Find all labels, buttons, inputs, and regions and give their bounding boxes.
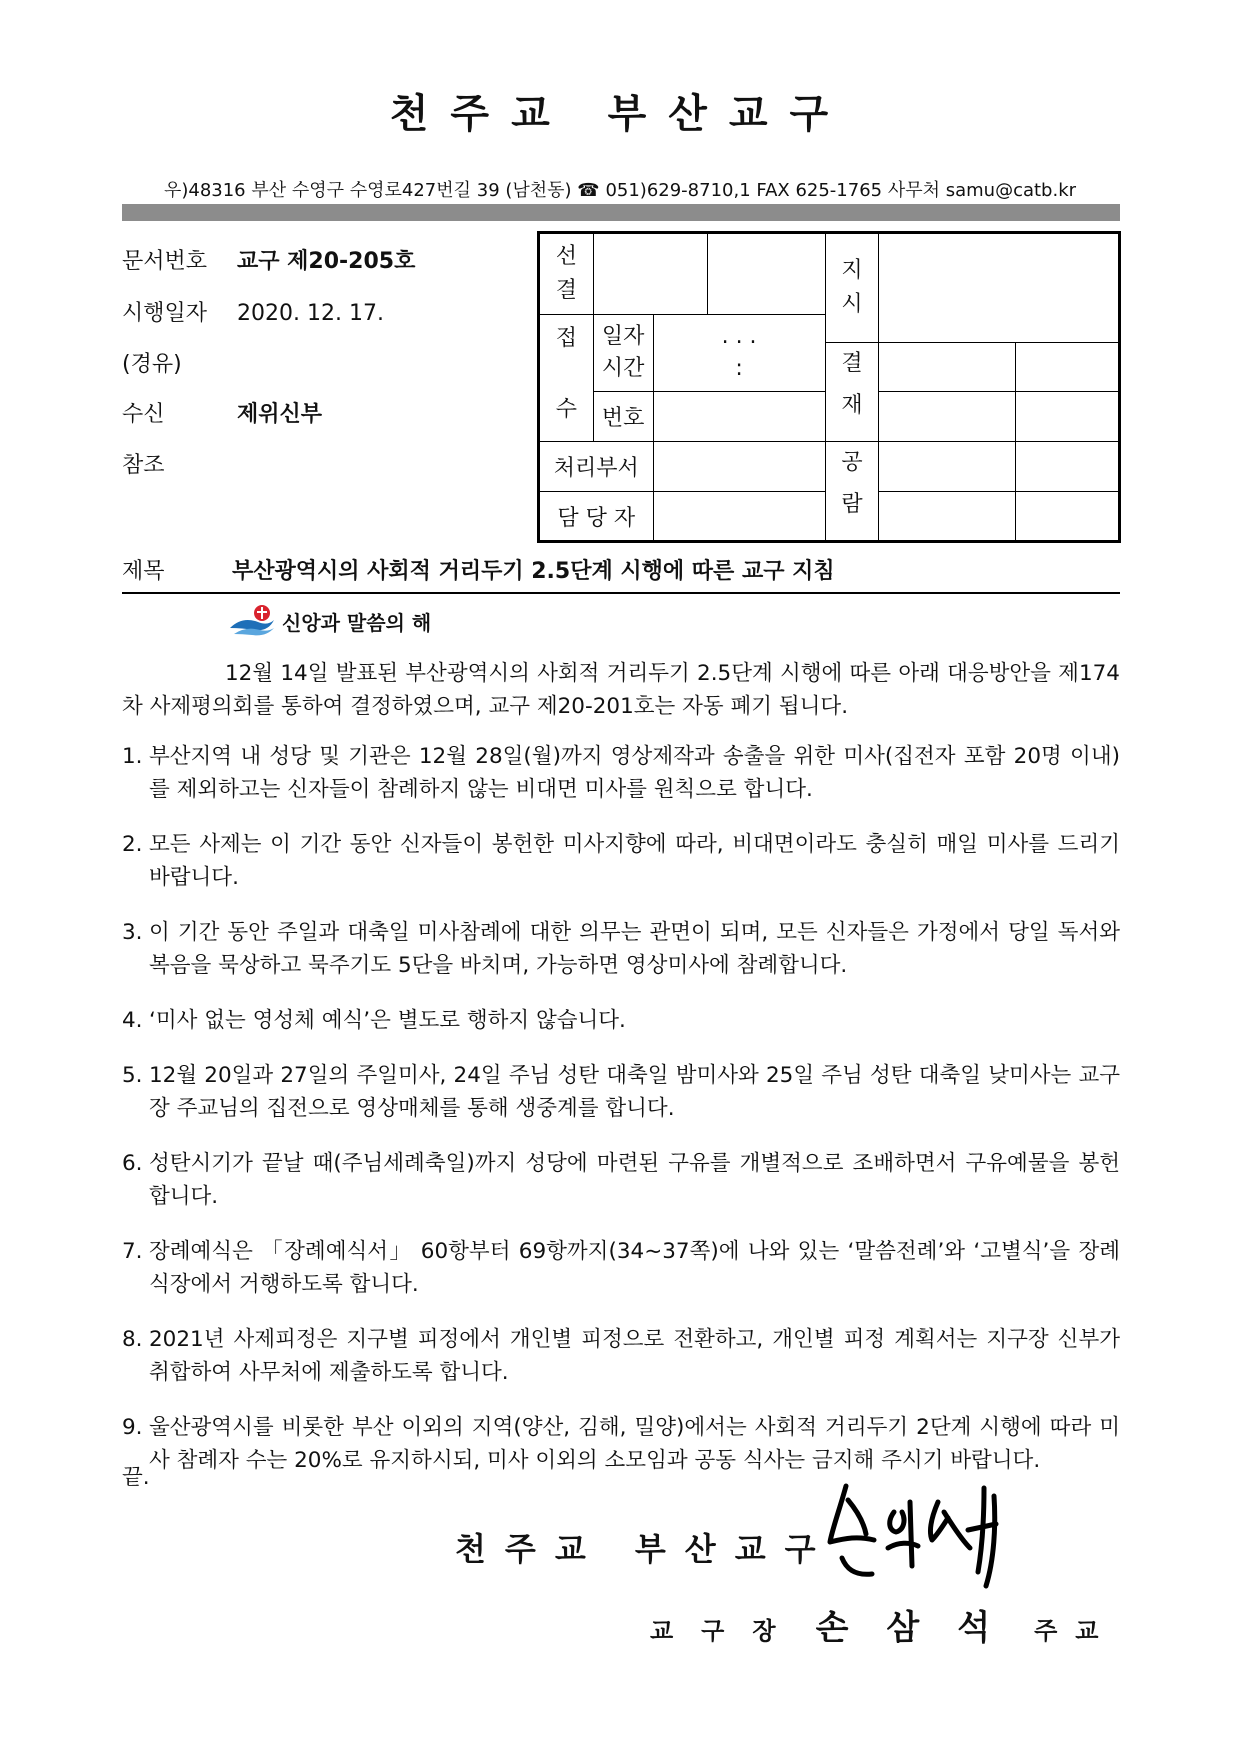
approval-cell-1 xyxy=(593,233,707,315)
ram-char: 람 xyxy=(841,492,863,518)
via-label: (경유) xyxy=(122,352,182,377)
approval-gyeoljae-label xyxy=(825,343,879,442)
recipient-label: 수신 xyxy=(122,402,165,427)
date-dots: . . . xyxy=(721,324,757,350)
reference-row xyxy=(122,448,230,479)
datetime-label xyxy=(593,315,653,392)
si-char: 시 xyxy=(841,292,863,317)
date-row xyxy=(122,296,384,327)
org-title: 천주교 부산교구 xyxy=(389,91,851,137)
number-value xyxy=(653,392,825,442)
guideline-item xyxy=(122,1323,1120,1389)
guideline-number: 8. xyxy=(122,1327,143,1352)
guideline-item xyxy=(122,1235,1120,1301)
gyeol-char: 결 xyxy=(555,278,578,303)
approval-seongyeol xyxy=(539,233,594,315)
issuer-name: 천주교 부산교구 xyxy=(455,1530,835,1568)
guideline-number: 2. xyxy=(122,832,143,857)
dept-label: 처리부서 xyxy=(539,442,654,492)
motto-banner xyxy=(228,603,431,639)
instruction-cell xyxy=(879,233,1120,343)
instruction-label xyxy=(825,233,879,343)
motto-text: 신앙과 말씀의 해 xyxy=(282,610,432,635)
signature-image xyxy=(818,1468,1018,1598)
circulation-cell-2 xyxy=(1015,442,1119,492)
guideline-text: 울산광역시를 비롯한 부산 이외의 지역(양산, 김해, 밀양)에서는 사회적 거리두기 2단계 시행에 따라 미사 참례자 수는 20%로 유지하시되, 미사 이외의 소모임과 공동 식사는 금지해 주시기 바랍니다. xyxy=(149,1415,1120,1473)
end-mark: 끝. xyxy=(122,1465,150,1490)
guideline-text: 2021년 사제피정은 지구별 피정에서 개인별 피정으로 전환하고, 개인별 피정 계획서는 지구장 신부가 취합하여 사무처에 제출하도록 합니다. xyxy=(149,1327,1120,1385)
manager-label: 담 당 자 xyxy=(539,492,654,542)
guideline-list xyxy=(122,740,1120,1499)
gyeoljae-cell-4 xyxy=(1015,392,1119,442)
guideline-number: 3. xyxy=(122,920,143,945)
circulation-label xyxy=(825,442,879,542)
guideline-text: 성탄시기가 끝날 때(주님세례축일)까지 성당에 마련된 구유를 개별적으로 조배하면서 구유예물을 봉헌합니다. xyxy=(149,1151,1120,1209)
guideline-number: 4. xyxy=(122,1008,143,1033)
guideline-item xyxy=(122,1004,1120,1037)
jeop-char: 접 xyxy=(555,326,578,351)
ji-char: 지 xyxy=(841,257,863,283)
approval-table xyxy=(537,231,1121,543)
guideline-item xyxy=(122,1059,1120,1125)
su-char: 수 xyxy=(555,397,578,422)
recipient-value: 제위신부 xyxy=(237,402,323,427)
guideline-item xyxy=(122,1147,1120,1213)
recipient-row xyxy=(122,397,322,428)
doc-number-value: 교구 제20-205호 xyxy=(237,249,416,274)
guideline-text: 장례예식은 「장례예식서」 60항부터 69항까지(34~37쪽)에 나와 있는 ‘말씀전례’와 ‘고별식’을 장례식장에서 거행하도록 합니다. xyxy=(149,1239,1120,1297)
approval-cell-2 xyxy=(708,233,825,315)
gyeoljae-cell-2 xyxy=(1015,343,1119,392)
guideline-item xyxy=(122,916,1120,982)
reference-label: 참조 xyxy=(122,453,165,478)
reception-label xyxy=(539,315,594,442)
signatory-name: 손삼석 xyxy=(815,1608,1029,1648)
gyeol2-char: 결 xyxy=(841,351,863,376)
guideline-number: 5. xyxy=(122,1063,143,1088)
circulation-cell-4 xyxy=(1015,492,1119,542)
number-label: 번호 xyxy=(593,392,653,442)
date-time-label-time: 시간 xyxy=(601,356,645,381)
via-row xyxy=(122,347,230,378)
date-value: 2020. 12. 17. xyxy=(237,301,384,326)
guideline-text: 이 기간 동안 주일과 대축일 미사참례에 대한 의무는 관면이 되며, 모든 신자들은 가정에서 당일 독서와 복음을 묵상하고 묵주기도 5단을 바치며, 가능하면 영상미사에 참례합니다. xyxy=(149,920,1120,978)
guideline-number: 7. xyxy=(122,1239,143,1264)
time-colon: : xyxy=(735,356,743,381)
diocese-emblem-icon xyxy=(228,604,276,638)
address-line: 우)48316 부산 수영구 수영로427번길 39 (남천동) ☎ 051)629-8710,1 FAX 625-1765 사무처 samu@catb.kr xyxy=(163,180,1077,201)
jae-char: 재 xyxy=(841,393,863,419)
signatory-line xyxy=(650,1600,1120,1649)
seon-char: 선 xyxy=(555,243,578,269)
signatory-rank: 주교 xyxy=(1034,1617,1117,1645)
dept-value xyxy=(653,442,825,492)
gyeoljae-cell-3 xyxy=(879,392,1015,442)
guideline-number: 6. xyxy=(122,1151,143,1176)
guideline-number: 1. xyxy=(122,744,143,769)
guideline-text: 12월 20일과 27일의 주일미사, 24일 주님 성탄 대축일 밤미사와 25일 주님 성탄 대축일 낮미사는 교구장 주교님의 집전으로 영상매체를 통해 생중계를 합니다. xyxy=(149,1063,1120,1121)
datetime-value xyxy=(653,315,825,392)
guideline-item xyxy=(122,740,1120,806)
guideline-text: ‘미사 없는 영성체 예식’은 별도로 행하지 않습니다. xyxy=(149,1008,626,1033)
guideline-text: 부산지역 내 성당 및 기관은 12월 28일(월)까지 영상제작과 송출을 위한 미사(집전자 포함 20명 이내)를 제외하고는 신자들이 참례하지 않는 비대면 미사를 원칙으로 합니다. xyxy=(149,744,1120,802)
guideline-item xyxy=(122,828,1120,894)
manager-value xyxy=(653,492,825,542)
header-bar xyxy=(122,204,1120,221)
guideline-number: 9. xyxy=(122,1415,143,1440)
subject-rule xyxy=(122,592,1120,594)
intro-paragraph: 12월 14일 발표된 부산광역시의 사회적 거리두기 2.5단계 시행에 따른 아래 대응방안을 제174차 사제평의회를 통하여 결정하였으며, 교구 제20-201호는 자동 폐기 됩니다. xyxy=(122,661,1120,719)
date-label: 시행일자 xyxy=(122,301,208,326)
subject-row xyxy=(122,554,835,585)
subject-value: 부산광역시의 사회적 거리두기 2.5단계 시행에 따른 교구 지침 xyxy=(232,559,835,584)
date-time-label-date: 일자 xyxy=(601,324,645,350)
signatory-role: 교구장 xyxy=(650,1617,804,1645)
doc-number-row xyxy=(122,244,415,275)
guideline-text: 모든 사제는 이 기간 동안 신자들이 봉헌한 미사지향에 따라, 비대면이라도 충실히 매일 미사를 드리기 바랍니다. xyxy=(149,832,1120,890)
doc-number-label: 문서번호 xyxy=(122,249,208,274)
subject-label: 제목 xyxy=(122,559,165,584)
circulation-cell-3 xyxy=(879,492,1015,542)
gong-char: 공 xyxy=(841,450,863,475)
gyeoljae-cell-1 xyxy=(879,343,1015,392)
circulation-cell-1 xyxy=(879,442,1015,492)
